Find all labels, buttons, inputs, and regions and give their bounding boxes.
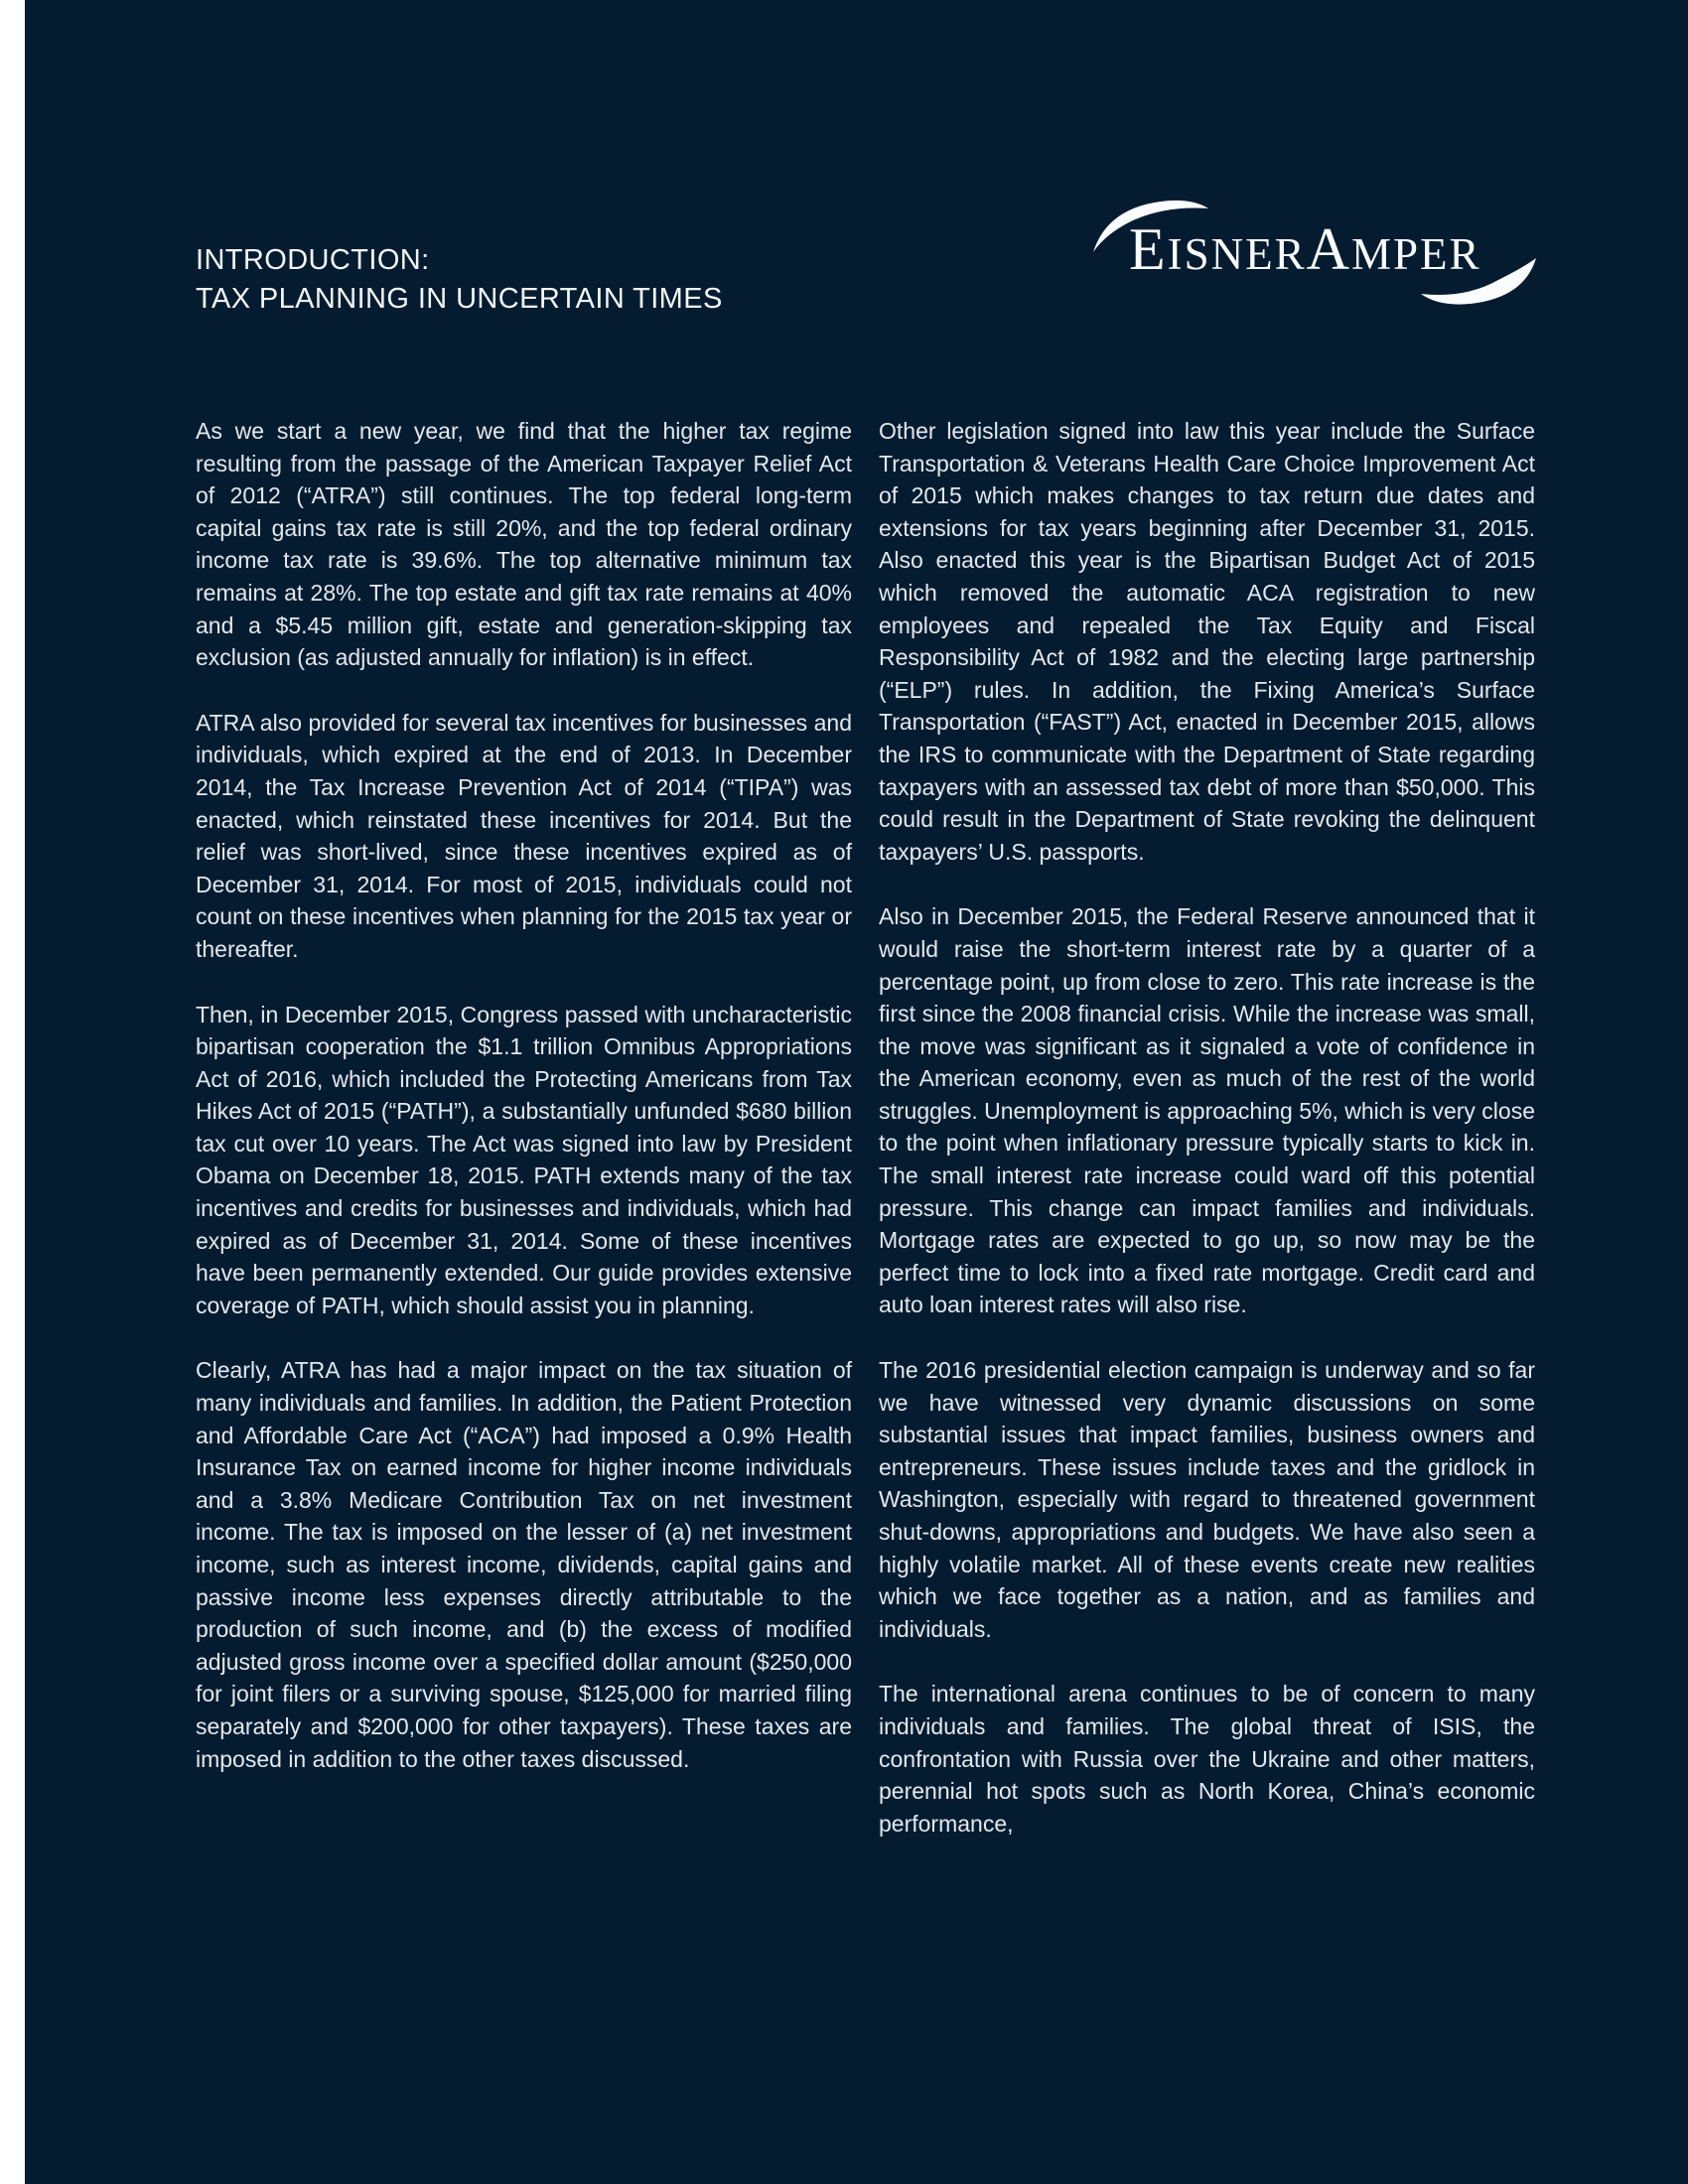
paragraph-atra-rates: As we start a new year, we find that the higher tax regime resulting from the passage of the American Taxpayer Relief Act of 2012 (“ATRA”) still continues. The top federal long-term capital gains tax rate is still 20%, and the top federal ordinary income tax rate is 39.6%. The top alternative minimum tax remains at 28%. The top estate and gift tax rate remains at 40% and a $5.45 million gift, estate and generation-skipping tax exclusion (as adjusted annually for inflation) is in effect.	[196, 418, 852, 671]
document-page	[25, 0, 1688, 2184]
page-title-line2: TAX PLANNING IN UNCERTAIN TIMES	[196, 283, 723, 315]
paragraph-tipa: ATRA also provided for several tax incentives for businesses and individuals, which expired at the end of 2013. In December 2014, the Tax Increase Prevention Act of 2014 (“TIPA”) was enacted, which reinstated these incentives for 2014. But the relief was short-lived, since these incentives expired as of December 31, 2014. For most of 2015, individuals could not count on these incentives when planning for the 2015 tax year or thereafter.	[196, 709, 852, 962]
paragraph-aca-taxes: Clearly, ATRA has had a major impact on the tax situation of many individuals and families. In addition, the Patient Protection and Affordable Care Act (“ACA”) had imposed a 0.9% Health Insurance Tax on earned income for higher income individuals and a 3.8% Medicare Contribution Tax on net investment income. The tax is imposed on the lesser of (a) net investment income, such as interest income, dividends, capital gains and passive income less expenses directly attributable to the production of such income, and (b) the excess of modified adjusted gross income over a specified dollar amount ($250,000 for joint filers or a surviving spouse, $125,000 for married filing separately and $200,000 for other taxpayers). These taxes are imposed in addition to the other taxes discussed.	[196, 1357, 852, 1772]
paragraph-federal-reserve: Also in December 2015, the Federal Reserve announced that it would raise the short-term interest rate by a quarter of a percentage point, up from close to zero. This rate increase is the first since the 2008 financial crisis. While the increase was small, the move was significant as it signaled a vote of confidence in the American economy, even as much of the rest of the world struggles. Unemployment is approaching 5%, which is very close to the point when inflationary pressure typically starts to kick in. The small interest rate increase could ward off this potential pressure. This change can impact families and individuals. Mortgage rates are expected to go up, so now may be the perfect time to lock into a fixed rate mortgage. Credit card and auto loan interest rates will also rise.	[879, 903, 1535, 1318]
page-title-line1: INTRODUCTION:	[196, 244, 430, 276]
right-column	[879, 415, 1535, 1840]
logo-letter-a: A	[1306, 216, 1352, 282]
logo-letter-e: E	[1129, 216, 1168, 282]
logo-wordmark	[1129, 216, 1481, 282]
left-column	[196, 415, 852, 1840]
body-text	[196, 415, 1536, 1840]
logo-mper: MPER	[1351, 229, 1481, 279]
page-title	[196, 241, 723, 319]
paragraph-other-legislation: Other legislation signed into law this year include the Surface Transportation & Veterans Health Care Choice Improvement Act of 2015 which makes changes to tax return due dates and extensions for tax years beginning after December 31, 2015. Also enacted this year is the Bipartisan Budget Act of 2015 which removed the automatic ACA registration to new employees and repealed the Tax Equity and Fiscal Responsibility Act of 1982 and the electing large partnership (“ELP”) rules. In addition, the Fixing America’s Surface Transportation (“FAST”) Act, enacted in December 2015, allows the IRS to communicate with the Department of State regarding taxpayers with an assessed tax debt of more than $50,000. This could result in the Department of State revoking the delinquent taxpayers’ U.S. passports.	[879, 418, 1535, 865]
paragraph-election: The 2016 presidential election campaign is underway and so far we have witnessed very dynamic discussions on some substantial issues that impact families, business owners and entrepreneurs. These issues include taxes and the gridlock in Washington, especially with regard to threatened government shut-downs, appropriations and budgets. We have also seen a highly volatile market. All of these events create new realities which we face together as a nation, and as families and individuals.	[879, 1357, 1535, 1642]
logo-isner: ISNER	[1167, 229, 1307, 279]
eisneramper-logo	[1077, 157, 1554, 311]
paragraph-path-act: Then, in December 2015, Congress passed with uncharacteristic bipartisan cooperation the $1.1 trillion Omnibus Appropriations Act of 2016, which included the Protecting Americans from Tax Hikes Act of 2015 (“PATH”), a substantially unfunded $680 billion tax cut over 10 years. The Act was signed into law by President Obama on December 18, 2015. PATH extends many of the tax incentives and credits for businesses and individuals, which had expired as of December 31, 2014. Some of these incentives have been permanently extended. Our guide provides extensive coverage of PATH, which should assist you in planning.	[196, 1001, 852, 1318]
paragraph-international: The international arena continues to be of concern to many individuals and families. The global threat of ISIS, the confrontation with Russia over the Ukraine and other matters, perennial hot spots such as North Korea, China’s economic performance,	[879, 1681, 1535, 1837]
